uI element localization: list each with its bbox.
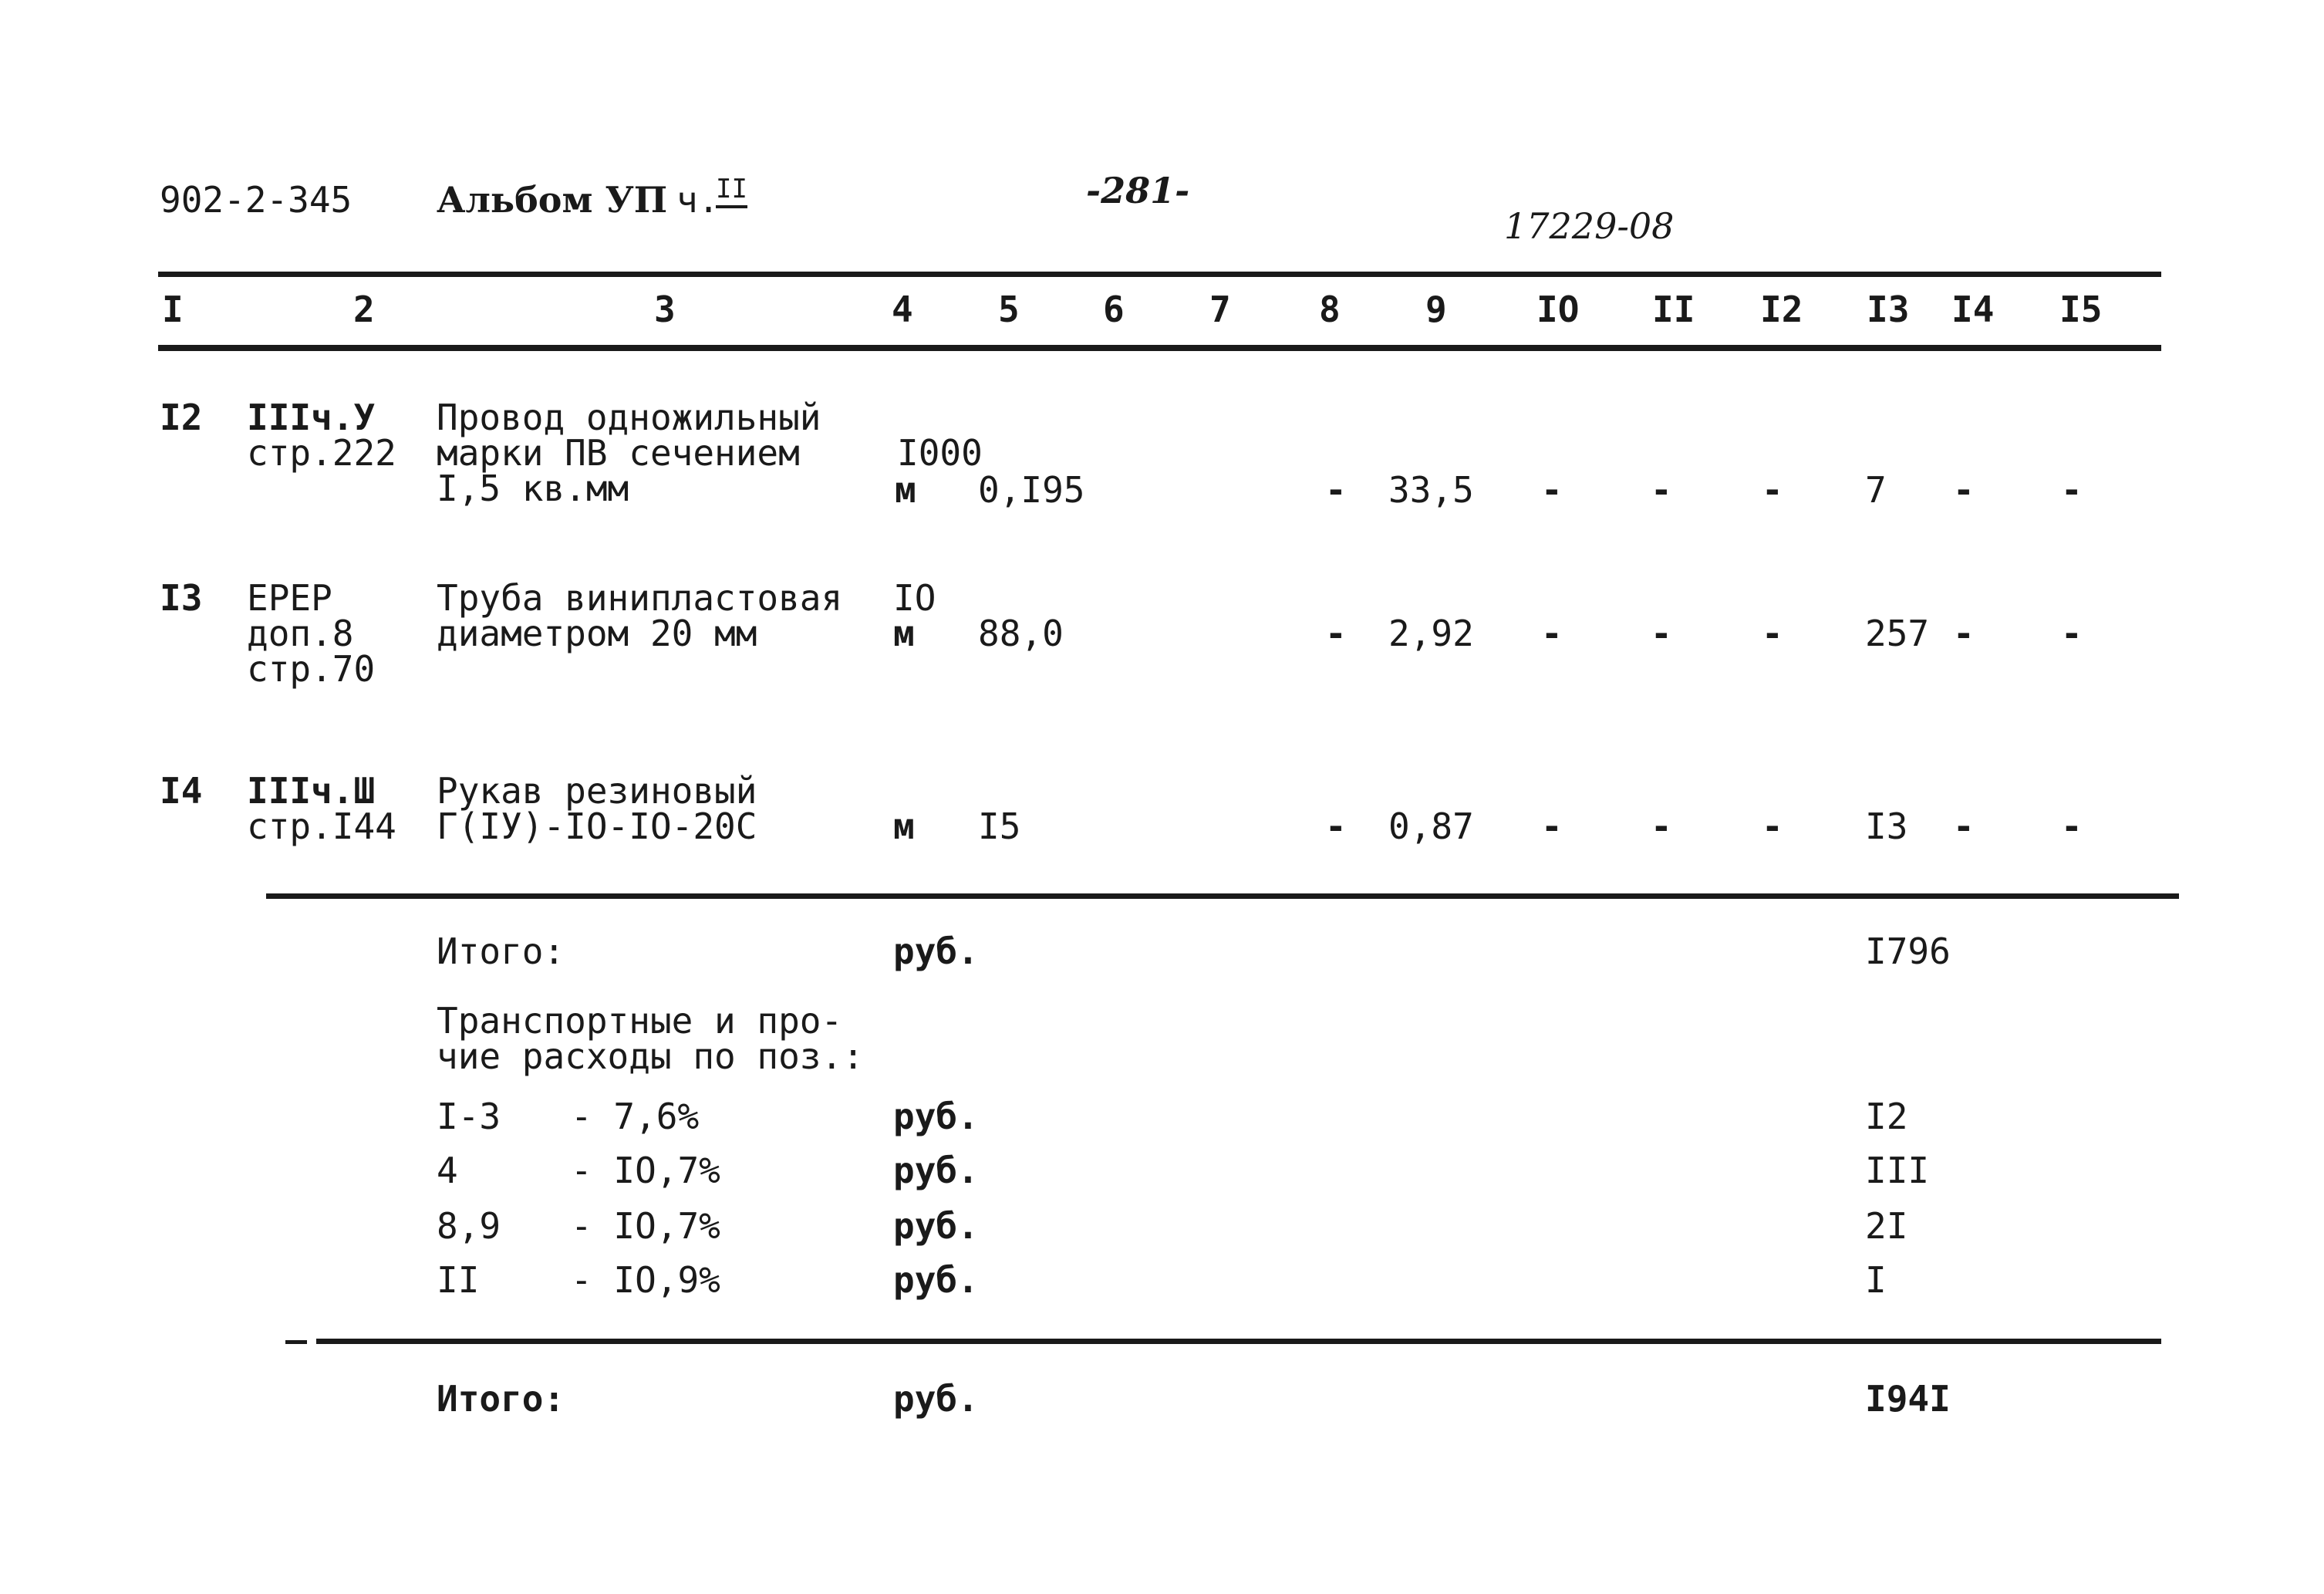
row-col8: - xyxy=(1325,469,1347,511)
transport-value: I2 xyxy=(1865,1096,1908,1137)
transport-unit: руб. xyxy=(893,1205,979,1247)
transport-unit: руб. xyxy=(893,1096,979,1137)
row-col11: - xyxy=(1651,613,1672,654)
transport-value: III xyxy=(1865,1150,1930,1191)
transport-position: II xyxy=(437,1259,480,1301)
total-unit: руб. xyxy=(893,1378,979,1420)
col-header-2: 2 xyxy=(353,289,375,330)
part-number: II xyxy=(716,176,747,208)
row-unit: м xyxy=(893,613,915,654)
transport-unit: руб. xyxy=(893,1150,979,1191)
transport-percent: - 7,6% xyxy=(571,1096,700,1137)
row-unit: м xyxy=(895,469,916,511)
row-col10: - xyxy=(1541,469,1563,511)
col-header-6: 6 xyxy=(1103,289,1125,330)
row-col9: 33,5 xyxy=(1388,469,1474,511)
row-name-line: марки ПВ сечением xyxy=(437,432,800,474)
row-name-line: Труба винипластовая xyxy=(437,577,843,619)
row-col12: - xyxy=(1762,469,1783,511)
total-value: I94I xyxy=(1865,1378,1951,1420)
subtotal-unit: руб. xyxy=(893,930,979,972)
row-source-line: стр.I44 xyxy=(247,805,396,847)
row-quantity: IO xyxy=(893,577,936,619)
row-source-line: доп.8 xyxy=(247,613,354,654)
row-col15: - xyxy=(2061,805,2083,847)
col-header-8: 8 xyxy=(1319,289,1341,330)
col-header-1: I xyxy=(162,289,184,330)
transport-unit: руб. xyxy=(893,1259,979,1301)
row-source-line: ЕРЕР xyxy=(247,577,332,619)
row-number: I2 xyxy=(160,397,203,438)
page-number: -281- xyxy=(1086,170,1190,211)
col-header-5: 5 xyxy=(998,289,1020,330)
col-header-7: 7 xyxy=(1209,289,1231,330)
row-unit: м xyxy=(893,805,915,847)
row-col12: - xyxy=(1762,613,1783,654)
row-col11: - xyxy=(1651,805,1672,847)
col-header-11: II xyxy=(1652,289,1695,330)
transport-label-line: Транспортные и про- xyxy=(437,1000,843,1042)
row-col10: - xyxy=(1541,613,1563,654)
row-col5: 0,I95 xyxy=(978,469,1085,511)
row-col14: - xyxy=(1953,613,1975,654)
row-col15: - xyxy=(2061,469,2083,511)
col-header-15: I5 xyxy=(2059,289,2103,330)
row-col15: - xyxy=(2061,613,2083,654)
subtotal-value: I796 xyxy=(1865,930,1951,972)
transport-position: 4 xyxy=(437,1150,458,1191)
row-col11: - xyxy=(1651,469,1672,511)
row-col13: 7 xyxy=(1865,469,1887,511)
row-quantity: I000 xyxy=(897,432,983,474)
row-number: I4 xyxy=(160,770,203,812)
transport-position: I-3 xyxy=(437,1096,501,1137)
row-number: I3 xyxy=(160,577,203,619)
stamp-number: 17229-08 xyxy=(1504,205,1675,247)
row-col9: 0,87 xyxy=(1388,805,1474,847)
col-header-13: I3 xyxy=(1867,289,1910,330)
row-col14: - xyxy=(1953,469,1975,511)
row-name-line: диаметром 20 мм xyxy=(437,613,757,654)
transport-value: I xyxy=(1865,1259,1887,1301)
transport-percent: - IO,9% xyxy=(571,1259,720,1301)
col-header-4: 4 xyxy=(892,289,913,330)
transport-percent: - IO,7% xyxy=(571,1205,720,1247)
row-col8: - xyxy=(1325,805,1347,847)
row-source-line: IIIч.У xyxy=(247,397,376,438)
col-header-14: I4 xyxy=(1951,289,1995,330)
part-label: ч. xyxy=(676,179,720,221)
col-header-12: I2 xyxy=(1760,289,1803,330)
row-source-line: стр.70 xyxy=(247,648,376,690)
row-name-line: Провод одножильный xyxy=(437,397,821,438)
subtotal-rule xyxy=(266,893,2179,899)
row-name-line: Г(IУ)-IO-IO-20С xyxy=(437,805,757,847)
row-col8: - xyxy=(1325,613,1347,654)
row-col13: 257 xyxy=(1865,613,1930,654)
header-top-rule xyxy=(158,272,2161,277)
col-header-10: IO xyxy=(1536,289,1580,330)
transport-position: 8,9 xyxy=(437,1205,501,1247)
row-col5: I5 xyxy=(978,805,1021,847)
row-name-line: I,5 кв.мм xyxy=(437,468,629,509)
row-col5: 88,0 xyxy=(978,613,1064,654)
row-source-line: IIIч.Ш xyxy=(247,770,376,812)
row-source-line: стр.222 xyxy=(247,432,396,474)
row-col14: - xyxy=(1953,805,1975,847)
header-bottom-rule xyxy=(158,345,2161,351)
row-col12: - xyxy=(1762,805,1783,847)
album-label: Альбом УП xyxy=(437,179,668,221)
total-label: Итого: xyxy=(437,1378,565,1420)
transport-value: 2I xyxy=(1865,1205,1908,1247)
col-header-3: 3 xyxy=(654,289,676,330)
col-header-9: 9 xyxy=(1425,289,1447,330)
row-name-line: Рукав резиновый xyxy=(437,770,757,812)
transport-percent: - IO,7% xyxy=(571,1150,720,1191)
row-col9: 2,92 xyxy=(1388,613,1474,654)
total-rule-dash xyxy=(285,1340,307,1344)
total-rule xyxy=(316,1339,2161,1344)
row-col13: I3 xyxy=(1865,805,1908,847)
transport-label-line: чие расходы по поз.: xyxy=(437,1035,864,1077)
doc-code: 902-2-345 xyxy=(160,179,352,221)
row-col10: - xyxy=(1541,805,1563,847)
subtotal-label: Итого: xyxy=(437,930,565,972)
